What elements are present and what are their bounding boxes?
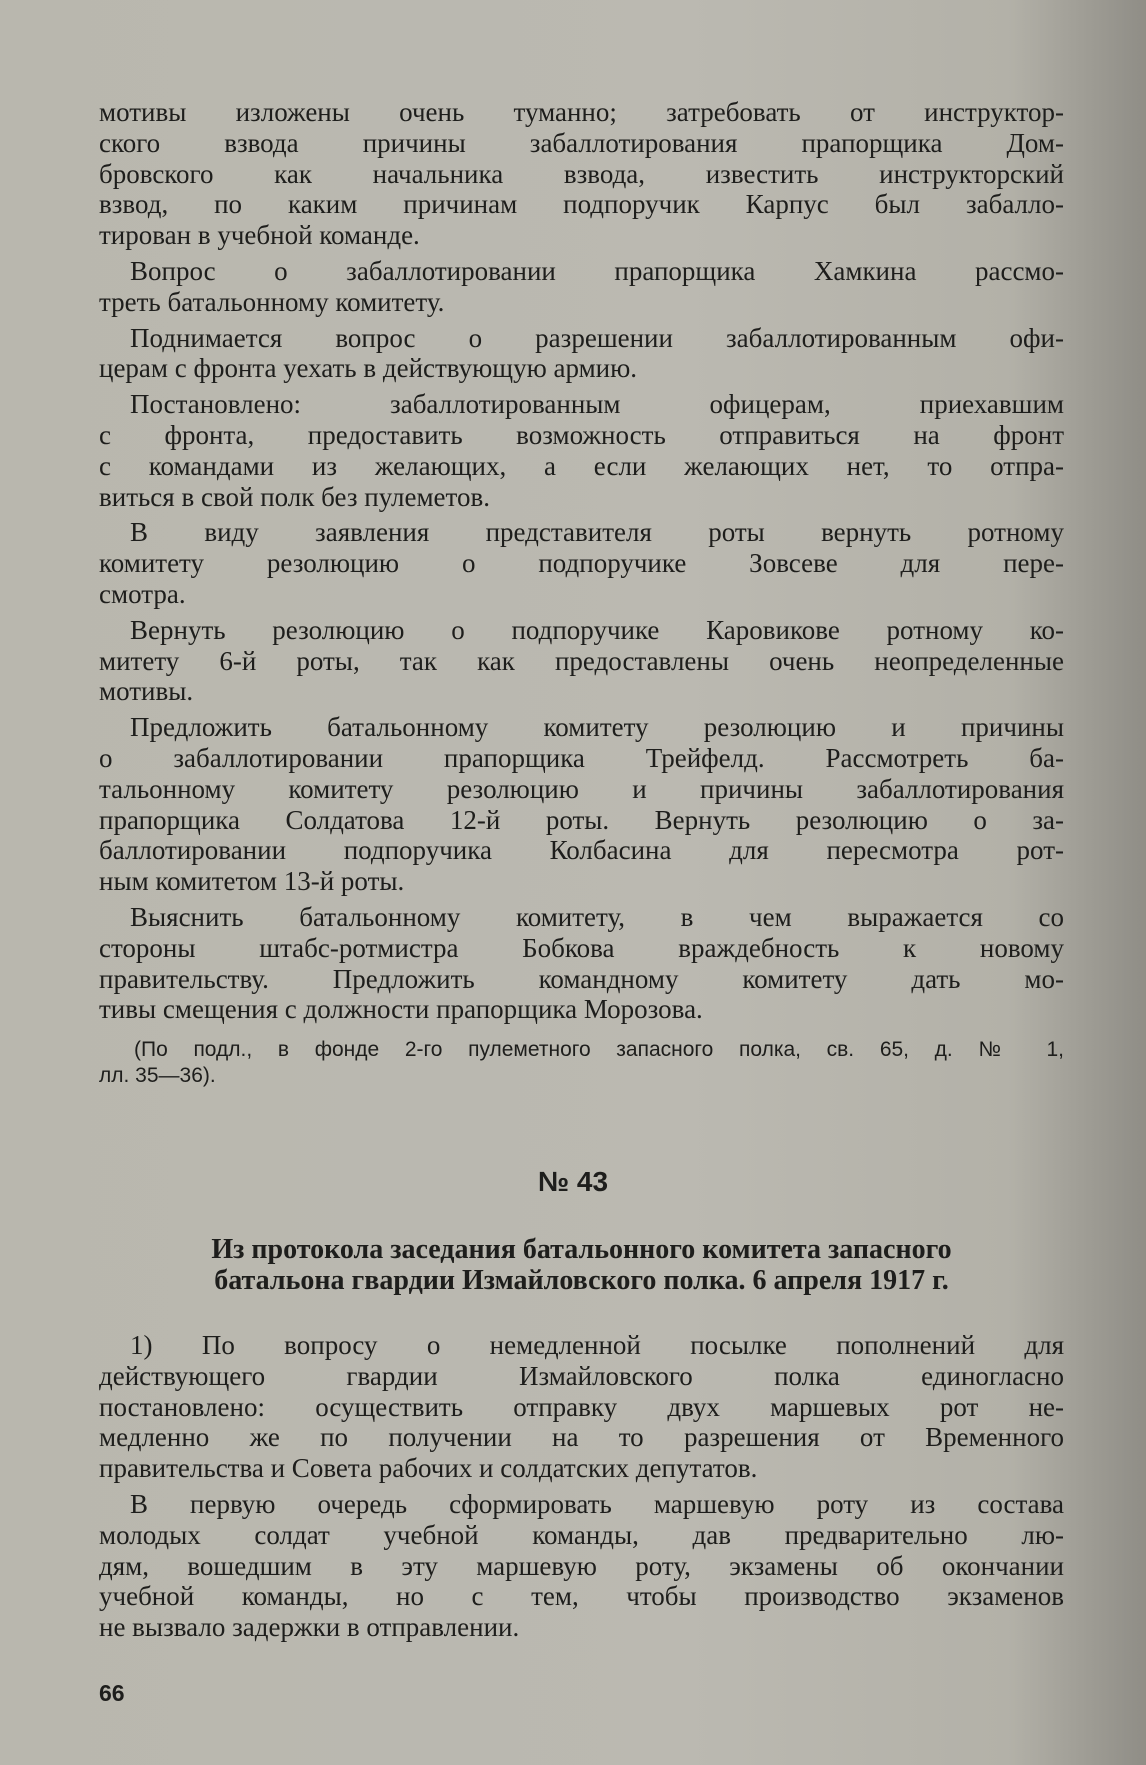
text-line: смотра. [99,578,186,609]
text-line: правительства и Совета рабочих и солдатских депутатов. [99,1453,758,1484]
text-line: о забаллотировании прапорщика Трейфелд. Рассмотреть ба- [99,742,1064,773]
text-line: учебной команды, но с тем, чтобы производство экзаменов [99,1581,1064,1612]
text-line: В первую очередь сформировать маршевую роту из состава [130,1488,1064,1519]
paragraph [99,389,1064,512]
text-line: взвод, по каким причинам подпоручик Карпус был забалло- [99,189,1064,220]
text-line: бровского как начальника взвода, известить инструкторский [99,158,1064,189]
text-line: баллотировании подпоручика Колбасина для пересмотра рот- [99,835,1064,866]
text-line: мотивы. [99,676,194,707]
text-line: Вопрос о забаллотировании прапорщика Хамкина рассмо- [130,255,1064,286]
paragraph [99,256,1064,318]
text-line: с командами из желающих, а если желающих нет, то отпра- [99,450,1064,481]
text-line: комитету резолюцию о подпоручике Зовсеве для пере- [99,548,1064,579]
text-line: не вызвало задержки в отправлении. [99,1612,520,1643]
paragraph [99,97,1064,251]
archive-citation [99,1037,1064,1089]
page-body [99,97,1064,1094]
text-line: постановлено: осуществить отправку двух маршевых рот не- [99,1391,1064,1422]
text-line: прапорщика Солдатова 12-й роты. Вернуть резолюцию о за- [99,804,1064,835]
text-line: В виду заявления представителя роты вернуть ротному [130,517,1064,548]
paragraph [99,1489,1064,1643]
document-title [99,1234,1064,1296]
text-line: треть батальонному комитету. [99,286,445,317]
protocol-continuation [99,97,1064,1025]
document-number: № 43 [537,1166,609,1197]
text-line: действующего гвардии Измайловского полка единогласно [99,1360,1064,1391]
text-line: Поднимается вопрос о разрешении забаллотированным офи- [130,322,1064,353]
text-line: тирован в учебной команде. [99,220,420,251]
text-line: церам с фронта уехать в действующую армию. [99,353,638,384]
text-line: виться в свой полк без пулеметов. [99,481,490,512]
text-line: Постановлено: забаллотированным офицерам, приехавшим [130,389,1064,420]
page-number: 66 [99,1680,125,1706]
paragraph [99,902,1064,1025]
title-line: батальона гвардии Измайловского полка. 6 апреля 1917 г. [214,1265,949,1296]
text-line: 1) По вопросу о немедленной посылке пополнений для [130,1330,1064,1360]
text-line: правительству. Предложить командному комитету дать мо- [99,963,1064,994]
text-line: стороны штабс-ротмистра Бобкова враждебность к новому [99,932,1064,963]
text-line: ского взвода причины забаллотирования прапорщика Дом- [99,127,1064,158]
text-line: медленно же по получении на то разрешения от Временного [99,1422,1064,1453]
text-line: молодых солдат учебной команды, дав предварительно лю- [99,1519,1064,1550]
text-line: ным комитетом 13-й роты. [99,866,405,897]
text-line: Выяснить батальонному комитету, в чем выражается со [130,901,1064,932]
text-line: тальонному комитету резолюцию и причины забаллотирования [99,773,1064,804]
text-line: Предложить батальонному комитету резолюцию и причины [130,712,1064,743]
text-line: мотивы изложены очень туманно; затребовать от инструктор- [99,97,1064,127]
text-line: тивы смещения с должности прапорщика Морозова. [99,994,703,1025]
text-line: митету 6-й роты, так как предоставлены очень неопределенные [99,645,1064,676]
title-line: Из протокола заседания батальонного комитета запасного [211,1234,952,1265]
document-text [99,1330,1064,1648]
paragraph [99,712,1064,897]
citation-line: лл. 35—36). [99,1064,216,1088]
citation-line: (По подл., в фонде 2-го пулеметного запасного полка, св. 65, д. № 1, [134,1038,1064,1062]
paragraph [99,323,1064,385]
paragraph [99,517,1064,609]
paragraph [99,1330,1064,1484]
text-line: Вернуть резолюцию о подпоручике Каровикове ротному ко- [130,614,1064,645]
text-line: дям, вошедшим в эту маршевую роту, экзамены об окончании [99,1550,1064,1581]
text-line: с фронта, предоставить возможность отправиться на фронт [99,419,1064,450]
paragraph [99,615,1064,707]
